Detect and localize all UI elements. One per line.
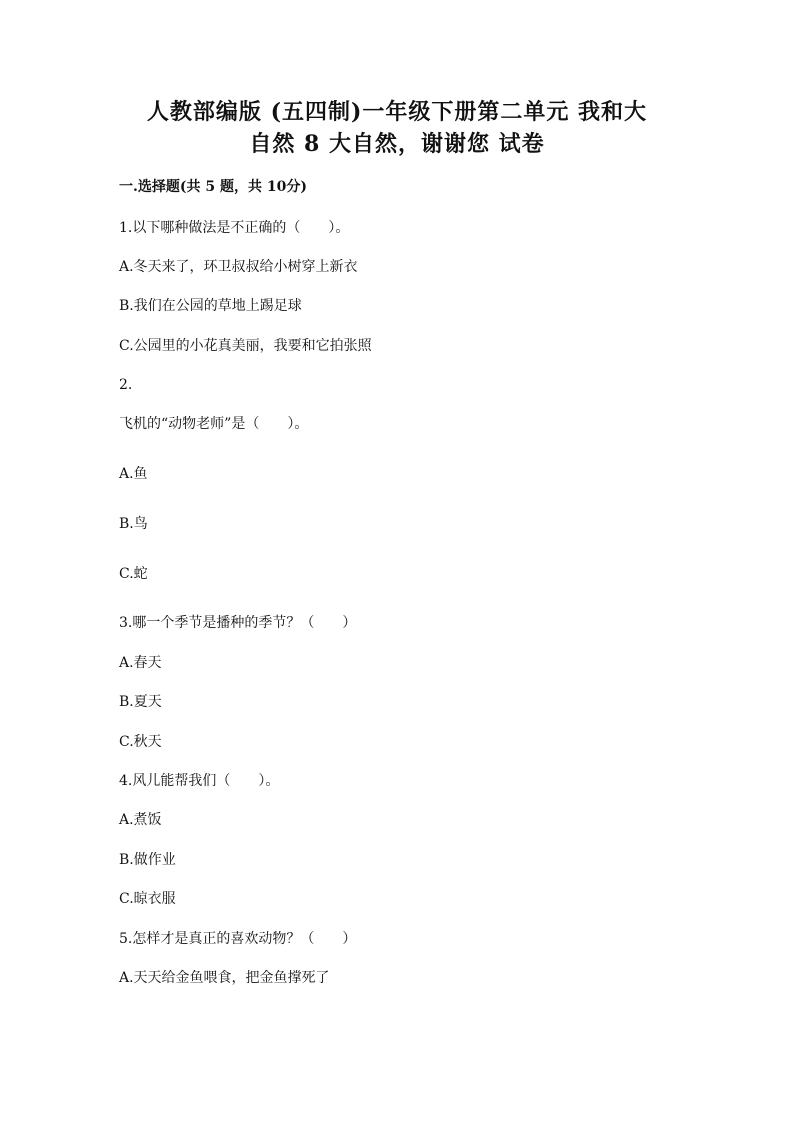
question-1-option-c: C.公园里的小花真美丽，我要和它拍张照 [119,338,372,354]
question-3-option-a: A.春天 [119,655,162,671]
question-2-stem: 飞机的“动物老师”是（ ）。 [119,416,309,432]
question-2-option-b: B.鸟 [119,516,148,532]
page-title-line-1: 人教部编版 (五四制)一年级下册第二单元 我和大 [146,99,648,125]
question-2-number: 2. [119,377,133,393]
question-1-option-b: B.我们在公园的草地上踢足球 [119,298,302,314]
question-2-option-c: C.蛇 [119,566,148,582]
question-1-option-a: A.冬天来了，环卫叔叔给小树穿上新衣 [119,259,358,275]
page-title-line-2: 自然 8 大自然，谢谢您 试卷 [249,131,545,157]
question-4-option-c: C.晾衣服 [119,891,176,907]
question-4-option-a: A.煮饭 [119,812,162,828]
question-3-stem: 3.哪一个季节是播种的季节？（ ） [119,615,357,631]
question-2-option-a: A.鱼 [119,466,148,482]
question-3-option-b: B.夏天 [119,694,162,710]
question-4-stem: 4.风儿能帮我们（ ）。 [119,773,280,789]
question-1-stem: 1.以下哪种做法是不正确的（ ）。 [119,220,350,236]
question-5-option-a: A.天天给金鱼喂食，把金鱼撑死了 [119,970,330,986]
section-heading: 一.选择题(共 5 题，共 10分) [119,179,307,195]
question-3-option-c: C.秋天 [119,734,162,750]
question-5-stem: 5.怎样才是真正的喜欢动物？（ ） [119,931,357,947]
question-4-option-b: B.做作业 [119,852,176,868]
